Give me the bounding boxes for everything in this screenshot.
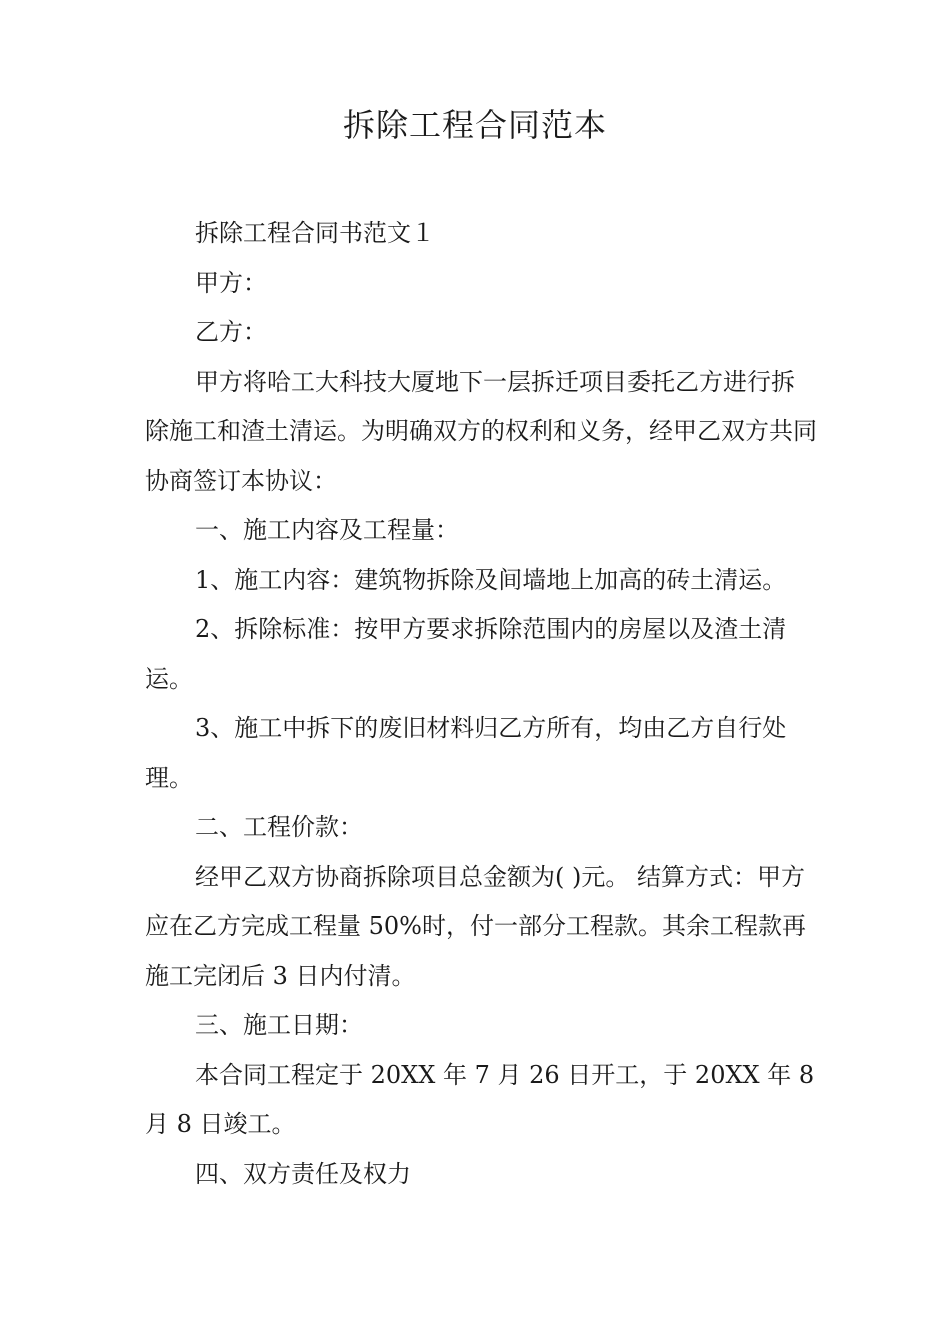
clause-2: 2、拆除标准：按甲方要求拆除范围内的房屋以及渣土清运。: [145, 615, 787, 693]
party-a-line: 甲方：: [195, 268, 267, 297]
paragraph-heading: 拆除工程合同书范文１: [195, 219, 435, 247]
section-heading-4: 四、双方责任及权力: [195, 1159, 411, 1188]
clause-1: 1、施工内容：建筑物拆除及间墙地上加高的砖土清运。: [195, 565, 787, 594]
document-title: 拆除工程合同范本: [342, 106, 607, 144]
schedule-paragraph: 本合同工程定于 20XX 年 7 月 26 日开工，于 20XX 年 8 月 8 日竣工。: [145, 1060, 815, 1138]
payment-paragraph: 经甲乙双方协商拆除项目总金额为( )元。 结算方式：甲方应在乙方完成工程量 50%时，付一部分工程款。其余工程款再施工完闭后 3 日内付清。: [145, 862, 806, 990]
section-heading-1: 一、施工内容及工程量：: [195, 516, 459, 544]
clause-3: 3、施工中拆下的废旧材料归乙方所有，均由乙方自行处理。: [145, 714, 787, 792]
document-body: [145, 209, 817, 1199]
intro-paragraph: 甲方将哈工大科技大厦地下一层拆迁项目委托乙方进行拆除施工和渣土清运。为明确双方的权利和义务，经甲乙双方共同协商签订本协议：: [145, 367, 817, 495]
section-heading-3: 三、施工日期：: [195, 1011, 363, 1039]
party-b-line: 乙方：: [195, 318, 267, 346]
section-heading-2: 二、工程价款：: [195, 813, 363, 841]
